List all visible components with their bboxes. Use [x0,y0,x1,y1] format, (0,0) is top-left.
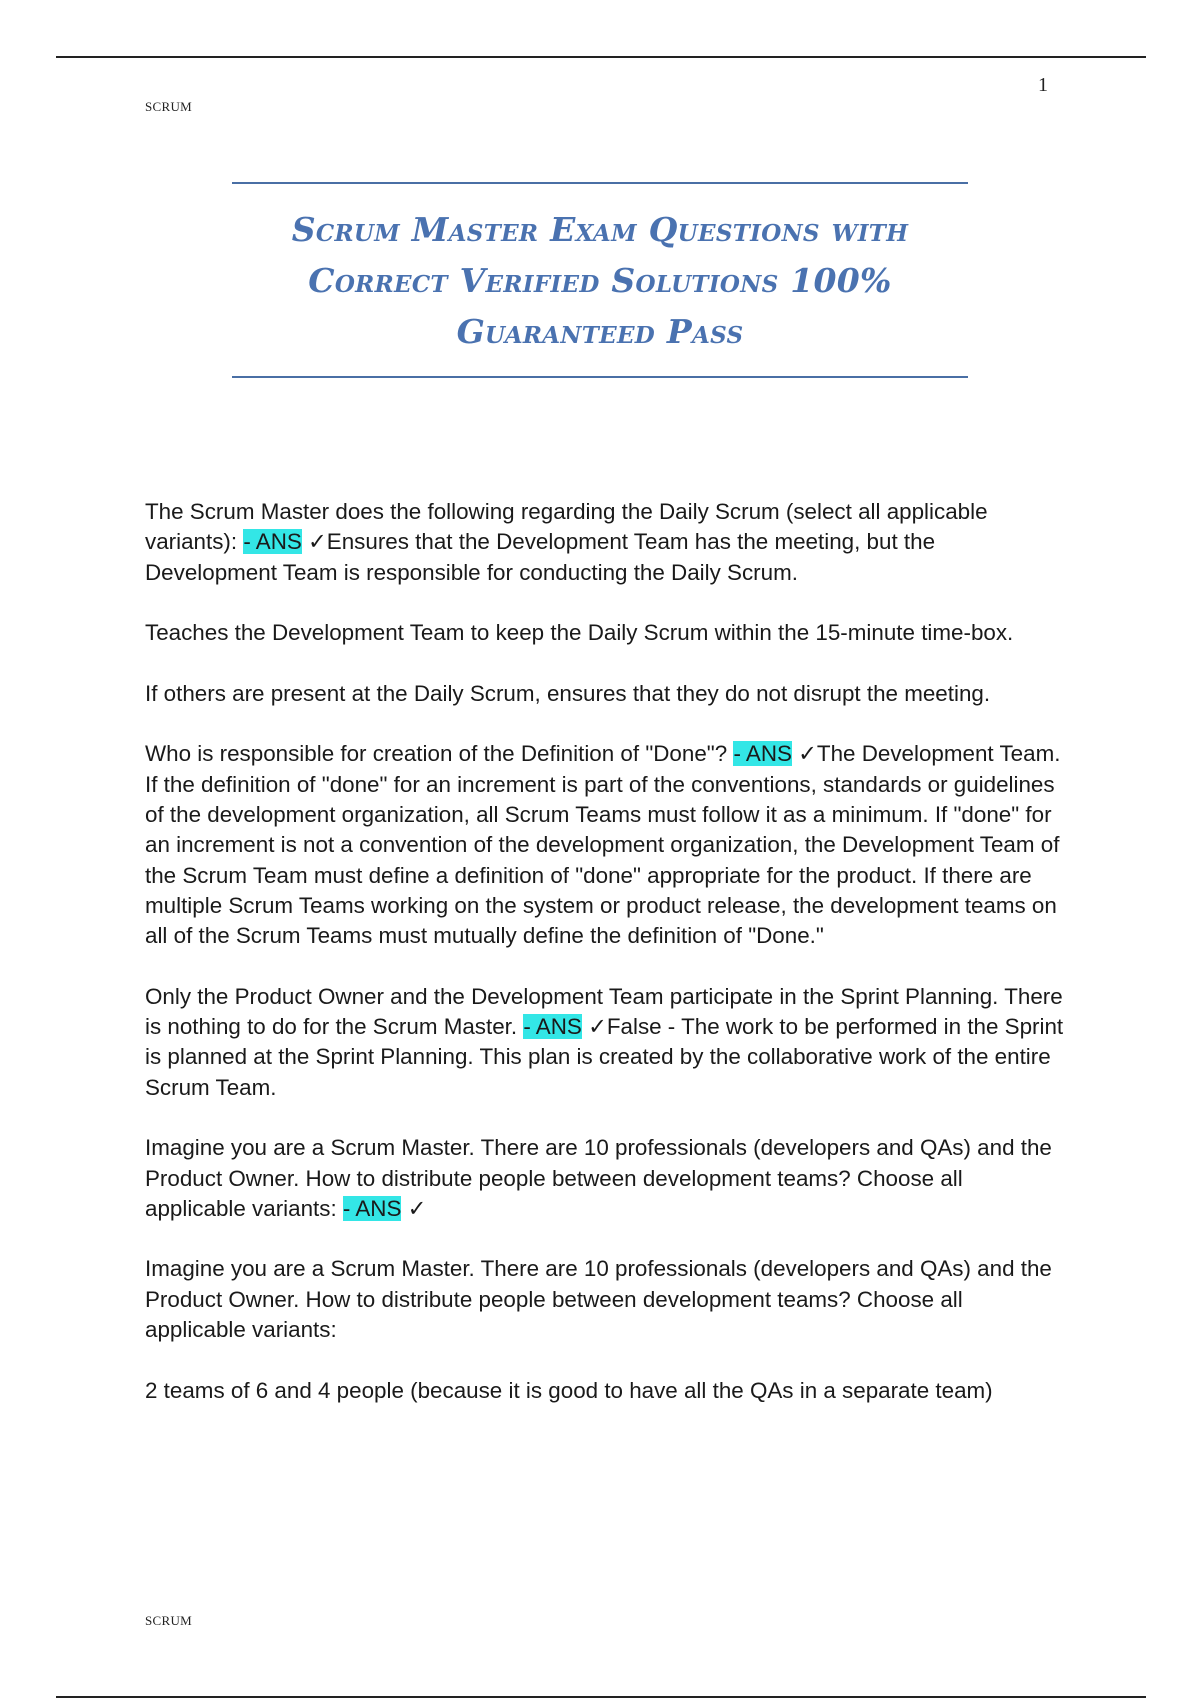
top-rule [56,56,1146,58]
footer-running-head: SCRUM [145,1613,193,1628]
question-text: Only the Product Owner and the Development Team participate in the Sprint Planning. There is nothing to do for the Scrum Master. [145,983,1063,1040]
answer-text: ✓Ensures that the Development Team has the meeting, but the Development Team is responsible for conducting the Daily Scrum. [145,529,936,585]
ans-marker: - ANS [523,1014,582,1040]
document-body [145,497,1065,1436]
qa-item-3 [145,982,1065,1103]
answer-option: 2 teams of 6 and 4 people (because it is good to have all the QAs in a separate team) [145,1377,993,1403]
answer-continuation: If others are present at the Daily Scrum, ensures that they do not disrupt the meeting. [145,680,991,706]
header-running-head: SCRUM [145,99,193,114]
answer-text: ✓The Development Team. If the definition of "done" for an increment is part of the conventions, standards or guidelines of the development organization, all Scrum Teams must follow it as a minimum. If "done" for an increment is not a convention of the development organization, the Development Team of the Scrum Team must define a definition of "done" appropriate for the product. If there are multiple Scrum Teams working on the system or product release, the development teams on all of the Scrum Teams must mutually define the definition of "Done." [145,741,1061,949]
answer-continuation: Teaches the Development Team to keep the Daily Scrum within the 15-minute time-box. [145,620,1014,646]
qa-item-1 [145,497,1065,588]
question-text: Who is responsible for creation of the Definition of "Done"? [145,741,728,767]
ans-marker: - ANS [342,1195,402,1221]
ans-marker: - ANS [243,529,302,555]
document-title [292,204,908,357]
title-line-2: Correct Verified Solutions 100% [308,260,892,300]
question-text: Imagine you are a Scrum Master. There are 10 professionals (developers and QAs) and the Product Owner. How to distribute people between development teams? Choose all applicable variants: [145,1135,1052,1221]
answer-text: ✓ [407,1195,427,1221]
ans-marker: - ANS [733,741,792,767]
title-line-1: Scrum Master Exam Questions with [291,209,909,249]
question-text: The Scrum Master does the following regarding the Daily Scrum (select all applicable variants): [145,499,988,555]
bottom-rule [56,1696,1146,1698]
answer-continuation: Imagine you are a Scrum Master. There are 10 professionals (developers and QAs) and the Product Owner. How to distribute people between development teams? Choose all applicable variants: [145,1256,1052,1343]
page-number: 1 [1038,74,1048,96]
title-line-3: Guaranteed Pass [456,311,744,351]
title-box [232,182,968,378]
qa-item-4 [145,1133,1065,1224]
qa-item-2 [145,739,1065,951]
answer-text: ✓False - The work to be performed in the Sprint is planned at the Sprint Planning. This plan is created by the collaborative work of the entire Scrum Team. [145,1014,1064,1100]
